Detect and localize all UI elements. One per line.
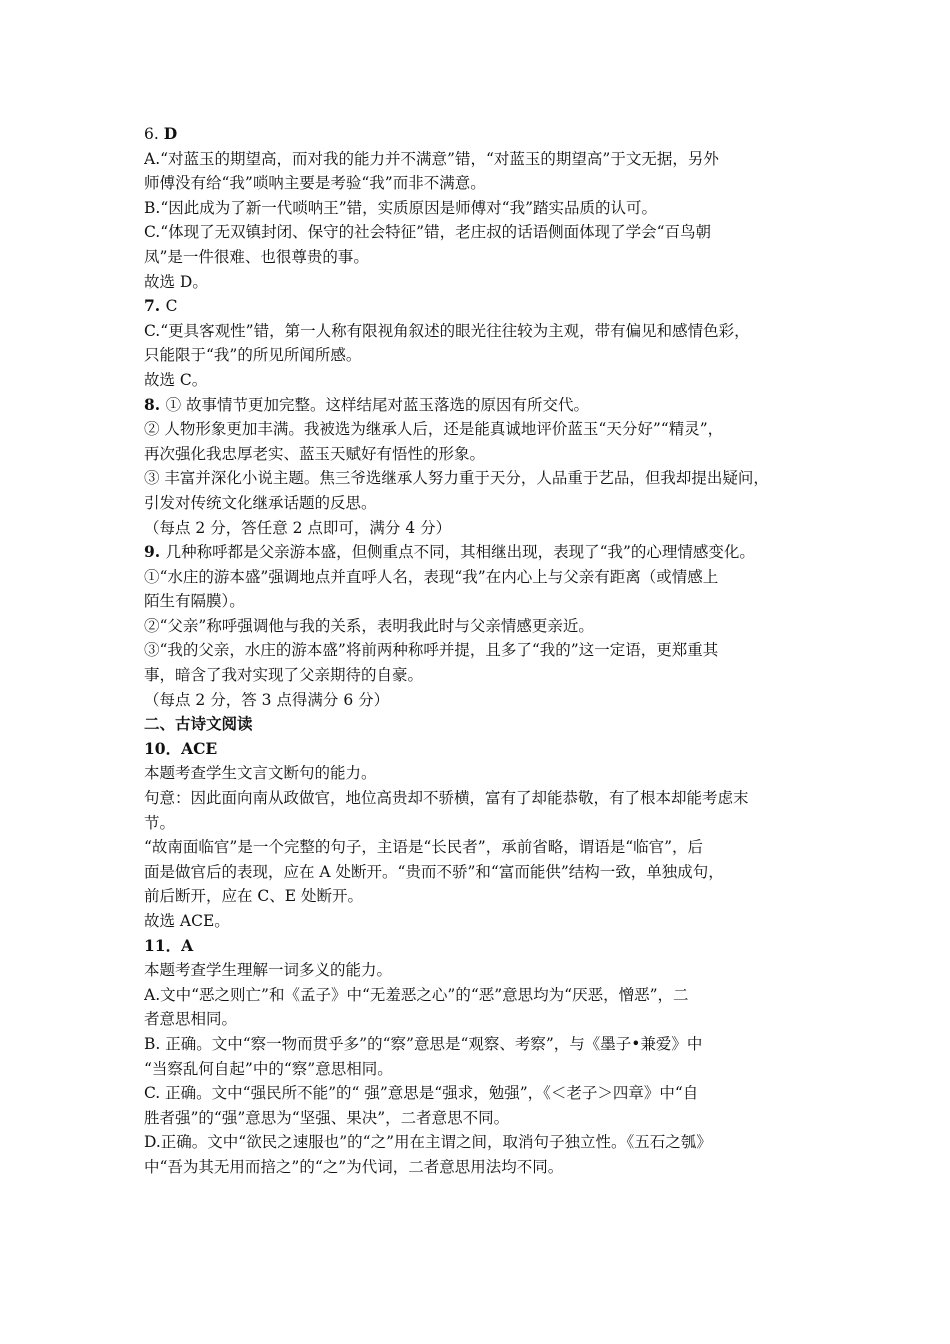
q6-option-c-line1: C.“体现了无双镇封闭、保守的社会特征”错，老庄叔的话语侧面体现了学会“百鸟朝	[144, 223, 712, 242]
section-heading	[144, 712, 820, 737]
q10-translation-line2: 节。	[144, 813, 176, 832]
q7-option-c-line2: 只能限于“我”的所见所闻所感。	[144, 346, 362, 365]
q11-line-1: 本题考查学生理解一词多义的能力。	[144, 961, 393, 980]
q6-option-a-line2: 师傅没有给“我”唢呐主要是考验“我”而非不满意。	[144, 174, 486, 193]
q9-point-1-line2: 陌生有隔膜）。	[144, 592, 245, 611]
q8-point-2-line1: ② 人物形象更加丰满。我被选为继承人后，还是能真诚地评价蓝玉“天分好”“精灵”，	[144, 420, 724, 439]
q10-line-1: 本题考查学生文言文断句的能力。	[144, 764, 377, 783]
q6-answer: D	[163, 124, 178, 143]
q11-option-c-line2: 胜者强”的“强”意思为“坚强、果决”，二者意思不同。	[144, 1108, 510, 1127]
q6-heading	[144, 122, 820, 147]
q11-heading-text: 11．A	[144, 935, 194, 955]
q6-number: 6.	[144, 125, 164, 143]
q7-conclusion: 故选 C。	[144, 370, 208, 389]
q10-analysis-line1: “故南面临官”是一个完整的句子，主语是“长民者”，承前省略，谓语是“临官”，后	[144, 838, 704, 857]
q11-option-d-line1: D.正确。文中“欲民之速服也”的“之”用在主谓之间，取消句子独立性。《五石之瓠》	[144, 1133, 712, 1152]
q10-analysis-line2: 面是做官后的表现，应在 A 处断开。“贵而不骄”和“富而能供”结构一致，单独成句，	[144, 862, 724, 881]
q10-heading	[144, 737, 820, 762]
q7-answer: C	[165, 297, 178, 316]
q8-number: 8.	[144, 394, 166, 414]
q6-option-b: B.“因此成为了新一代唢呐王”错，实质原因是师傅对“我”踏实品质的认可。	[144, 198, 658, 217]
q11-option-b-line2: “当察乱何自起”中的“察”意思相同。	[144, 1059, 393, 1078]
q10-conclusion: 故选 ACE。	[144, 912, 230, 930]
q7-number: 7.	[144, 296, 166, 316]
answer-document	[144, 122, 820, 1180]
q11-option-b-line1: B. 正确。文中“察一物而贯乎多”的“察”意思是“观察、考察”，与《墨子•兼爱》中	[144, 1034, 703, 1053]
q8-point-1	[144, 393, 820, 418]
q11-option-c-line1: C. 正确。文中“强民所不能”的“ 强”意思是“强求，勉强”，《＜老子＞四章》中“自	[144, 1084, 699, 1103]
q10-translation-line1: 句意：因此面向南从政做官，地位高贵却不骄横，富有了却能恭敬，有了根本却能考虑末	[144, 789, 749, 808]
q11-heading	[144, 934, 820, 959]
q9-point-1-line1: ①“水庄的游本盛”强调地点并直呼人名，表现“我”在内心上与父亲有距离（或情感上	[144, 567, 719, 586]
q6-option-a-line1: A.“对蓝玉的期望高，而对我的能力并不满意”错，“对蓝玉的期望高”于文无据，另外	[144, 149, 719, 168]
q9-intro-text: 几种称呼都是父亲游本盛，但侧重点不同，其相继出现，表现了“我”的心理情感变化。	[165, 543, 755, 562]
q8-point-2-line2: 再次强化我忠厚老实、蓝玉天赋好有悟性的形象。	[144, 444, 486, 463]
q11-option-a-line1: A.文中“恶之则亡”和《孟子》中“无羞恶之心”的“恶”意思均为“厌恶，憎恶”，二	[144, 985, 689, 1004]
section-heading-text: 二、古诗文阅读	[144, 714, 253, 734]
q9-point-2: ②“父亲”称呼强调他与我的关系，表明我此时与父亲情感更亲近。	[144, 616, 594, 635]
q8-point-3-line2: 引发对传统文化继承话题的反思。	[144, 493, 377, 512]
q6-option-c-line2: 凤”是一件很难、也很尊贵的事。	[144, 247, 369, 266]
q10-analysis-line3: 前后断开，应在 C、E 处断开。	[144, 887, 364, 906]
q8-point-1-text: ① 故事情节更加完整。这样结尾对蓝玉落选的原因有所交代。	[165, 395, 590, 414]
q11-option-a-line2: 者意思相同。	[144, 1010, 238, 1029]
q6-conclusion: 故选 D。	[144, 272, 208, 291]
q7-heading	[144, 294, 820, 319]
q9-point-3-line1: ③“我的父亲，水庄的游本盛”将前两种称呼并提，且多了“我的”这一定语，更郑重其	[144, 641, 719, 660]
q10-heading-text: 10．ACE	[144, 738, 218, 758]
q9-score-note: （每点 2 分，答 3 点得满分 6 分）	[144, 690, 390, 709]
q7-option-c-line1: C.“更具客观性”错，第一人称有限视角叙述的眼光往往较为主观，带有偏见和感情色彩，	[144, 321, 750, 340]
q9-number: 9.	[144, 542, 166, 562]
q11-option-d-line2: 中“吾为其无用而掊之”的“之”为代词，二者意思用法均不同。	[144, 1157, 564, 1176]
q9-intro	[144, 540, 820, 565]
q8-point-3-line1: ③ 丰富并深化小说主题。焦三爷选继承人努力重于天分，人品重于艺品，但我却提出疑问，	[144, 469, 769, 488]
q8-score-note: （每点 2 分，答任意 2 点即可，满分 4 分）	[144, 518, 452, 537]
q9-point-3-line2: 事，暗含了我对实现了父亲期待的自豪。	[144, 666, 424, 685]
